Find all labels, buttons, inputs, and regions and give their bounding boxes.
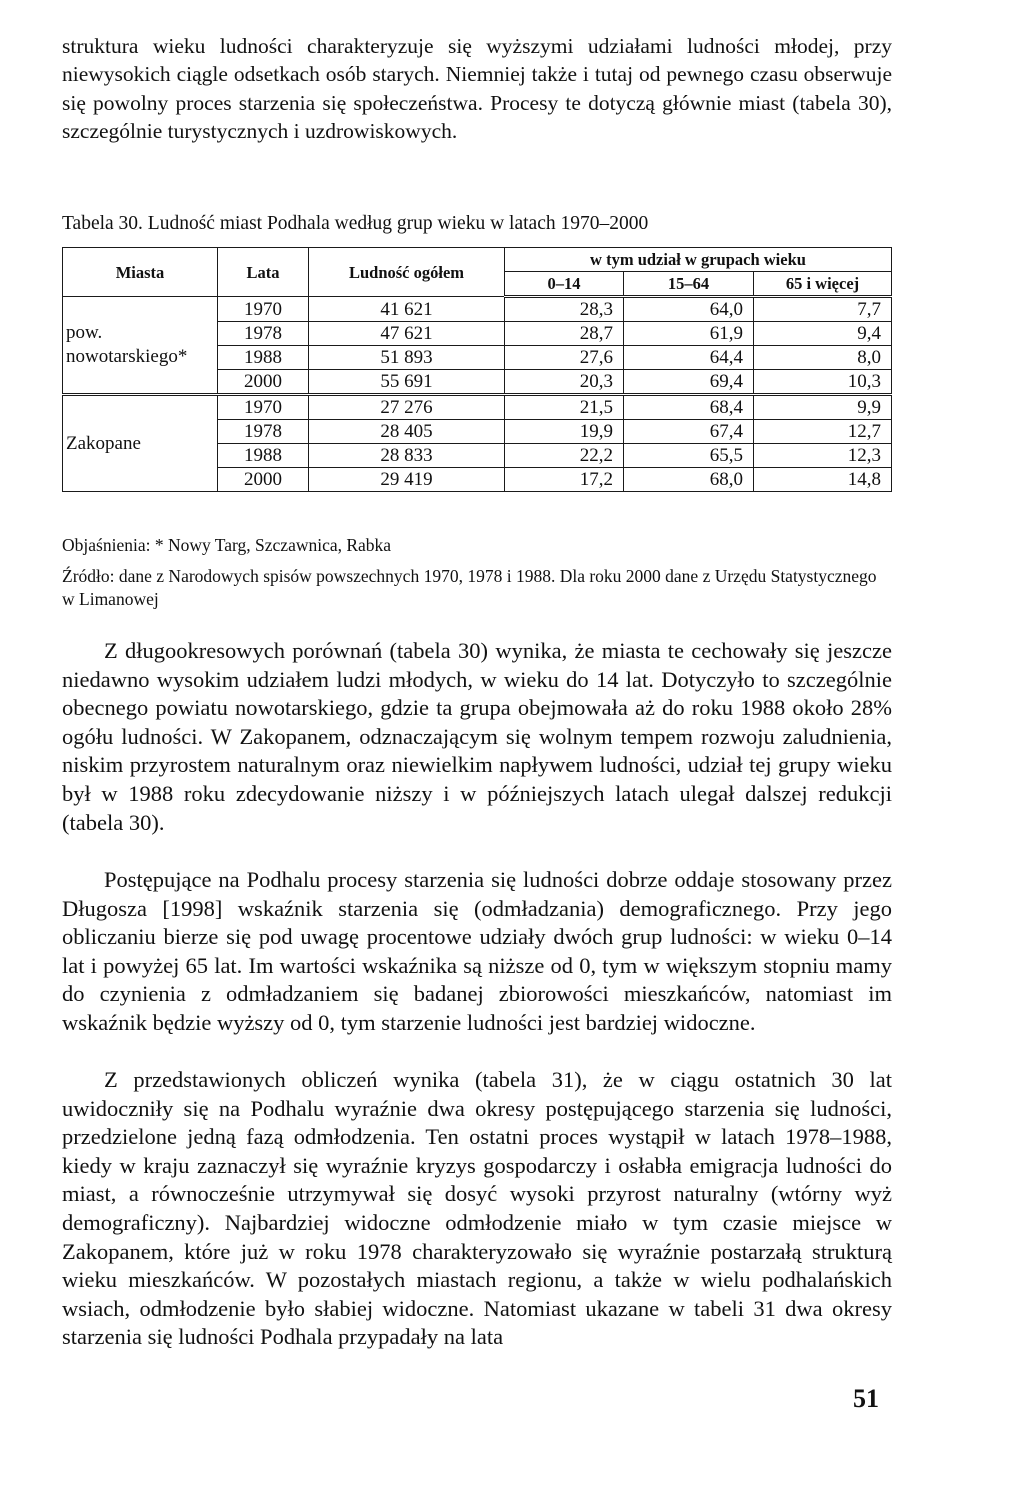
year-cell: 1988 (218, 444, 309, 468)
age-65-plus-cell: 7,7 (754, 297, 892, 322)
header-age-0-14: 0–14 (505, 272, 624, 297)
header-age-65-plus: 65 i więcej (754, 272, 892, 297)
table-caption: Tabela 30. Ludność miast Podhala według grup wieku w latach 1970–2000 (62, 213, 649, 234)
header-share-group: w tym udział w grupach wieku (505, 248, 892, 272)
age-0-14-cell: 17,2 (505, 468, 624, 492)
table-source (62, 565, 892, 611)
header-year: Lata (218, 248, 309, 297)
body-paragraph-2: Postępujące na Podhalu procesy starzenia się ludności dobrze oddaje stosowany przez Długosza [1998] wskaźnik starzenia się (odmładzania) demograficznego. Przy jego obliczaniu bierze się pod uwagę procentowe udziały dwóch grup ludności: w wieku 0–14 lat i powyżej 65 lat. Im wartości wskaźnika są niższe od 0, tym w większym stopniu mamy do czynienia z odmładzaniem się badanej zbiorowości mieszkańców, natomiast im wskaźnik będzie wyższy od 0, tym starzenie ludności jest bardziej widoczne. (62, 867, 892, 1035)
header-total: Ludność ogółem (309, 248, 505, 297)
age-15-64-cell: 67,4 (624, 420, 754, 444)
age-15-64-cell: 69,4 (624, 370, 754, 395)
body-paragraph-3: Z przedstawionych obliczeń wynika (tabela 31), że w ciągu ostatnich 30 lat uwidoczniły się na Podhalu wyraźnie dwa okresy postępującego starzenia się ludności, przedzielone jedną fazą odmłodzenia. Ten ostatni proces wystąpił w latach 1978–1988, kiedy w kraju zaznaczył się wyraźnie kryzys gospodarczy i osłabła emigracja ludności do miast, a równocześnie utrzymywał się dosyć wysoki przyrost naturalny (wtórny wyż demograficzny). Najbardziej widoczne odmłodzenie miało w tym czasie miejsce w Zakopanem, które już w roku 1978 charakteryzowało się wyraźnie postarzałą strukturą wieku mieszkańców. W pozostałych miastach regionu, a także w wielu podhalańskich wsiach, odmłodzenie było słabiej widoczne. Natomiast ukazane w tabeli 31 dwa okresy starzenia się ludności Podhala przypadały na lata (62, 1067, 892, 1350)
year-cell: 1988 (218, 346, 309, 370)
year-cell: 1970 (218, 395, 309, 420)
total-cell: 29 419 (309, 468, 505, 492)
total-cell: 51 893 (309, 346, 505, 370)
total-cell: 47 621 (309, 322, 505, 346)
table-note: Objaśnienia: * Nowy Targ, Szczawnica, Rabka (62, 535, 392, 555)
table-row (63, 395, 892, 420)
source-text: dane z Narodowych spisów powszechnych 1970, 1978 i 1988. Dla roku 2000 dane z Urzędu Statystycznego w Limanowej (62, 566, 877, 609)
age-15-64-cell: 64,0 (624, 297, 754, 322)
age-0-14-cell: 21,5 (505, 395, 624, 420)
age-65-plus-cell: 8,0 (754, 346, 892, 370)
total-cell: 41 621 (309, 297, 505, 322)
age-0-14-cell: 19,9 (505, 420, 624, 444)
age-15-64-cell: 64,4 (624, 346, 754, 370)
age-65-plus-cell: 12,3 (754, 444, 892, 468)
age-15-64-cell: 65,5 (624, 444, 754, 468)
year-cell: 2000 (218, 370, 309, 395)
year-cell: 2000 (218, 468, 309, 492)
intro-paragraph: struktura wieku ludności charakteryzuje się wyższymi udziałami ludności młodej, przy niewysokich ciągle odsetkach osób starych. Niemniej także i tutaj od pewnego czasu obserwuje się powolny proces starzenia się społeczeństwa. Procesy te dotyczą głównie miast (tabela 30), szczególnie turystycznych i uzdrowiskowych. (62, 34, 892, 144)
age-15-64-cell: 68,4 (624, 395, 754, 420)
age-0-14-cell: 28,3 (505, 297, 624, 322)
body-paragraph-1: Z długookresowych porównań (tabela 30) wynika, że miasta te cechowały się jeszcze niedawno wysokim udziałem ludzi młodych, w wieku do 14 lat. Dotyczyło to szczególnie obecnego powiatu nowotarskiego, gdzie ta grupa obejmowała aż do roku 1988 około 28% ogółu ludności. W Zakopanem, odznaczającym się wolnym tempem rozwoju zaludnienia, niskim przyrostem naturalnym oraz niewielkim napływem ludności, udział tej grupy wieku był w 1988 roku zdecydowanie niższy i w późniejszych latach ulegał dalszej redukcji (tabela 30). (62, 638, 892, 835)
header-age-15-64: 15–64 (624, 272, 754, 297)
age-65-plus-cell: 12,7 (754, 420, 892, 444)
age-15-64-cell: 68,0 (624, 468, 754, 492)
age-65-plus-cell: 9,9 (754, 395, 892, 420)
total-cell: 27 276 (309, 395, 505, 420)
year-cell: 1978 (218, 322, 309, 346)
age-0-14-cell: 28,7 (505, 322, 624, 346)
total-cell: 28 833 (309, 444, 505, 468)
header-city: Miasta (63, 248, 218, 297)
total-cell: 55 691 (309, 370, 505, 395)
age-0-14-cell: 20,3 (505, 370, 624, 395)
age-65-plus-cell: 9,4 (754, 322, 892, 346)
page-number: 51 (853, 1384, 879, 1413)
city-cell: Zakopane (63, 395, 218, 492)
age-65-plus-cell: 14,8 (754, 468, 892, 492)
age-0-14-cell: 27,6 (505, 346, 624, 370)
age-15-64-cell: 61,9 (624, 322, 754, 346)
source-label: Źródło: (62, 566, 115, 586)
year-cell: 1970 (218, 297, 309, 322)
age-65-plus-cell: 10,3 (754, 370, 892, 395)
city-cell: pow. nowotarskiego* (63, 297, 218, 395)
year-cell: 1978 (218, 420, 309, 444)
table-row (63, 297, 892, 322)
total-cell: 28 405 (309, 420, 505, 444)
population-table (62, 247, 892, 492)
age-0-14-cell: 22,2 (505, 444, 624, 468)
